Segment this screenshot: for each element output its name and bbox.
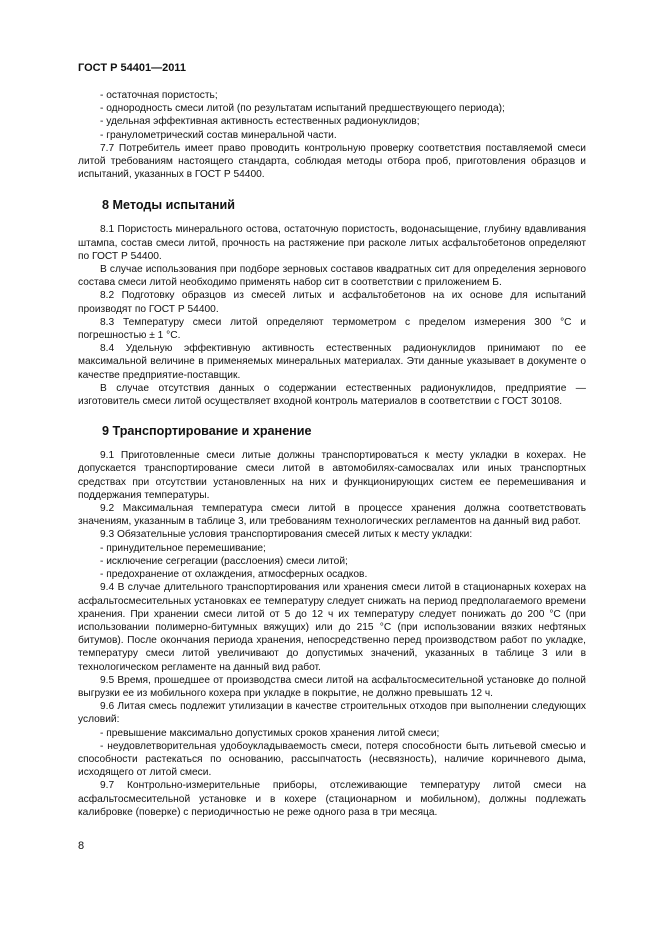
page-number: 8: [78, 840, 85, 852]
document-body: [78, 89, 586, 819]
paragraph: В случае использования при подборе зерновых составов квадратных сит для определения зернового состава смеси литой необходимо применять набор сит в соответствии с приложением Б.: [78, 264, 586, 289]
paragraph: - превышение максимально допустимых сроков хранения литой смеси;: [100, 727, 440, 739]
paragraph: - остаточная пористость;: [100, 90, 218, 101]
paragraph: 8.4 Удельную эффективную активность естественных радионуклидов принимают по ее максимальной величине в применяемых минеральных материалах. Эти данные указывает в документе о качестве предприятие-поставщик.: [78, 343, 586, 381]
paragraph: - однородность смеси литой (по результатам испытаний предшествующего периода);: [100, 103, 505, 115]
paragraph: 9.7 Контрольно-измерительные приборы, отслеживающие температуру литой смеси на асфальтосмесительной установке и в кохере (стационарном и мобильном), должны подлежать калибровке (поверке) с периодичностью не реже одного раза в три месяца.: [78, 780, 586, 818]
paragraph: 8.1 Пористость минерального остова, остаточную пористость, водонасыщение, глубину вдавливания штампа, состав смеси литой, прочность на растяжение при расколе литых асфальтобетонов определяют по ГОСТ Р 54400.: [78, 224, 586, 262]
paragraph: 9.1 Приготовленные смеси литые должны транспортироваться к месту укладки в кохерах. Не допускается транспортирование смеси литой в автомобилях-самосвалах или иных транспортных средствах при отсутствии установленных на них и функционирующих систем ее перемешивания и поддержания температуры.: [78, 450, 586, 501]
paragraph: 9.3 Обязательные условия транспортирования смесей литых к месту укладки:: [100, 529, 473, 541]
document-header: ГОСТ Р 54401—2011: [78, 62, 186, 74]
section-heading: 9 Транспортирование и хранение: [102, 424, 312, 439]
paragraph: - удельная эффективная активность естественных радионуклидов;: [100, 116, 420, 128]
paragraph: 7.7 Потребитель имеет право проводить контрольную проверку соответствия поставляемой смеси литой требованиям настоящего стандарта, соблюдая методы отбора проб, приготовления образцов и испытаний, указанных в ГОСТ Р 54400.: [78, 142, 586, 181]
paragraph: - неудовлетворительная удобоукладываемость смеси, потеря способности быть литьевой смесью и способности растекаться по основанию, рассыпчатость (несвязность), наличие коричневого дыма, исходящего от литой смеси.: [78, 740, 586, 779]
paragraph: - принудительное перемешивание;: [100, 542, 266, 554]
paragraph: - исключение сегрегации (расслоения) смеси литой;: [100, 555, 348, 567]
paragraph: 9.6 Литая смесь подлежит утилизации в качестве строительных отходов при выполнении следующих условий:: [78, 701, 586, 726]
section-heading: 8 Методы испытаний: [102, 198, 235, 213]
paragraph: - гранулометрический состав минеральной части.: [100, 129, 337, 141]
paragraph: 9.2 Максимальная температура смеси литой в процессе хранения должна соответствовать значениям, указанным в таблице 3, или требованиям технологических регламентов на данный вид работ.: [78, 503, 586, 528]
paragraph: 9.5 Время, прошедшее от производства смеси литой на асфальтосмесительной установке до полной выгрузки ее из мобильного кохера при укладке в покрытие, не должно превышать 12 ч.: [78, 674, 586, 699]
paragraph: 8.3 Температуру смеси литой определяют термометром с пределом измерения 300 °С и погрешностью ± 1 °С.: [78, 316, 586, 342]
paragraph: - предохранение от охлаждения, атмосферных осадков.: [100, 569, 368, 581]
paragraph: 9.4 В случае длительного транспортирования или хранения смеси литой в стационарных кохерах на асфальтосмесительных установках ее температуру следует снижать на период предполагаемого времени хранения. При хранении смеси литой от 5 до 12 ч их температуру следует понижать до 200 °С (при использовании полимерно-битумных вяжущих) или до 215 °С (при использовании вязких нефтяных битумов). После окончания периода хранения, непосредственно перед производством работ по укладке, температуру смеси литой увеличивают до допустимых значений, указанных в таблице 3 или в технологическом регламенте на данный вид работ.: [78, 582, 586, 673]
paragraph: В случае отсутствия данных о содержании естественных радионуклидов, предприятие — изготовитель смеси литой осуществляет входной контроль материалов в соответствии с ГОСТ 30108.: [78, 382, 586, 408]
paragraph: 8.2 Подготовку образцов из смесей литых и асфальтобетонов на их основе для испытаний производят по ГОСТ Р 54400.: [78, 290, 586, 315]
